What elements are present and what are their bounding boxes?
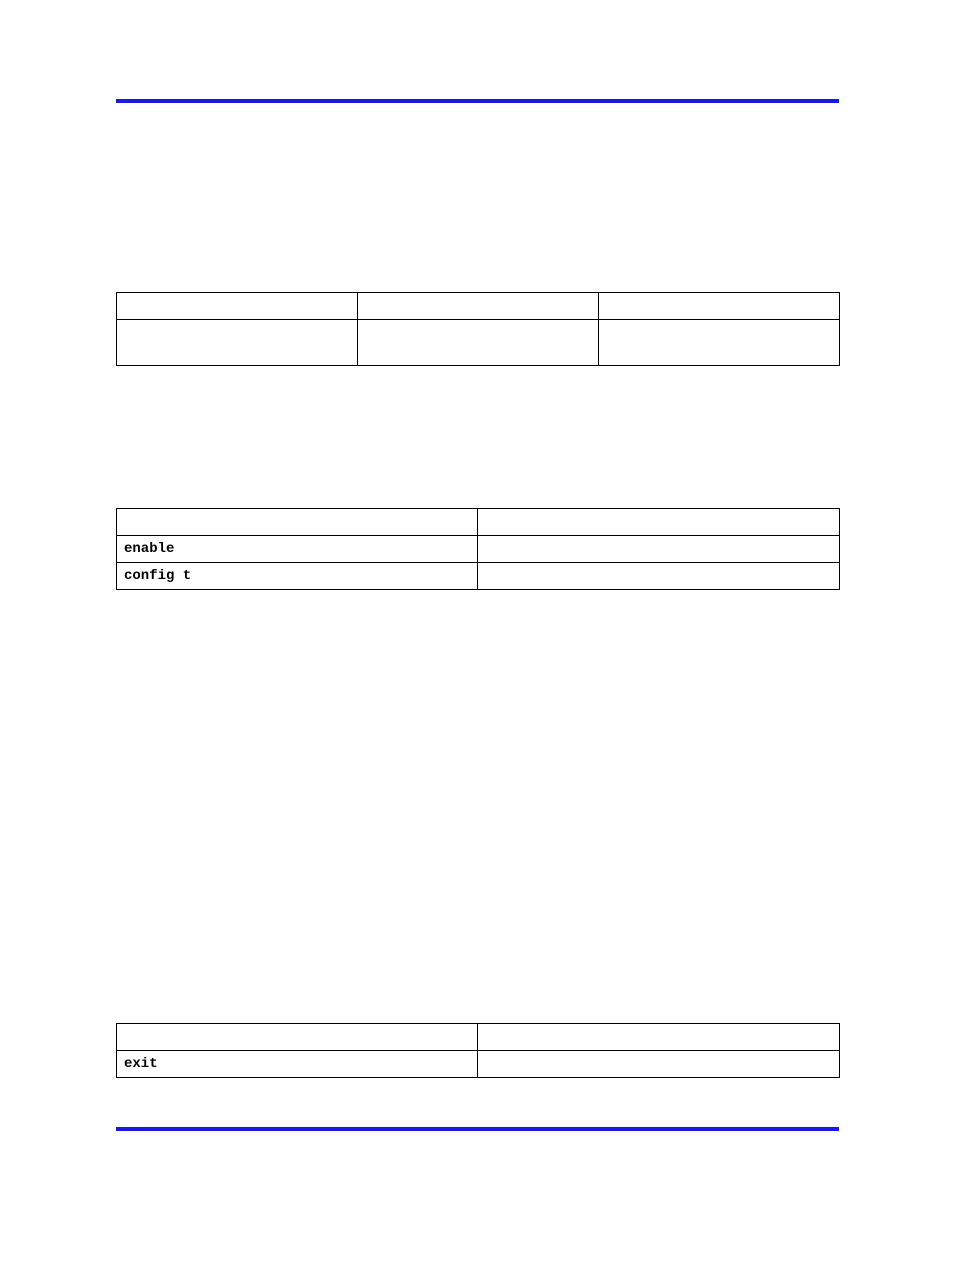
command-cell: exit <box>117 1051 478 1078</box>
header-cell <box>478 1024 840 1051</box>
table-1 <box>116 292 840 366</box>
footer-rule <box>116 1127 839 1131</box>
table-cell <box>478 536 840 563</box>
header-cell <box>117 293 358 320</box>
table-header-row <box>117 509 840 536</box>
table-header-row <box>117 293 840 320</box>
header-cell <box>117 509 478 536</box>
table-row <box>117 563 840 590</box>
command-cell: config t <box>117 563 478 590</box>
table-row <box>117 320 840 366</box>
header-cell <box>117 1024 478 1051</box>
table-cell <box>478 1051 840 1078</box>
table-3 <box>116 1023 840 1078</box>
table-header-row <box>117 1024 840 1051</box>
table-row <box>117 1051 840 1078</box>
table-cell <box>599 320 840 366</box>
table-cell <box>117 320 358 366</box>
header-rule <box>116 99 839 103</box>
header-cell <box>478 509 840 536</box>
command-cell: enable <box>117 536 478 563</box>
table-2 <box>116 508 840 590</box>
header-cell <box>599 293 840 320</box>
table-cell <box>478 563 840 590</box>
table-cell <box>358 320 599 366</box>
header-cell <box>358 293 599 320</box>
table-row <box>117 536 840 563</box>
